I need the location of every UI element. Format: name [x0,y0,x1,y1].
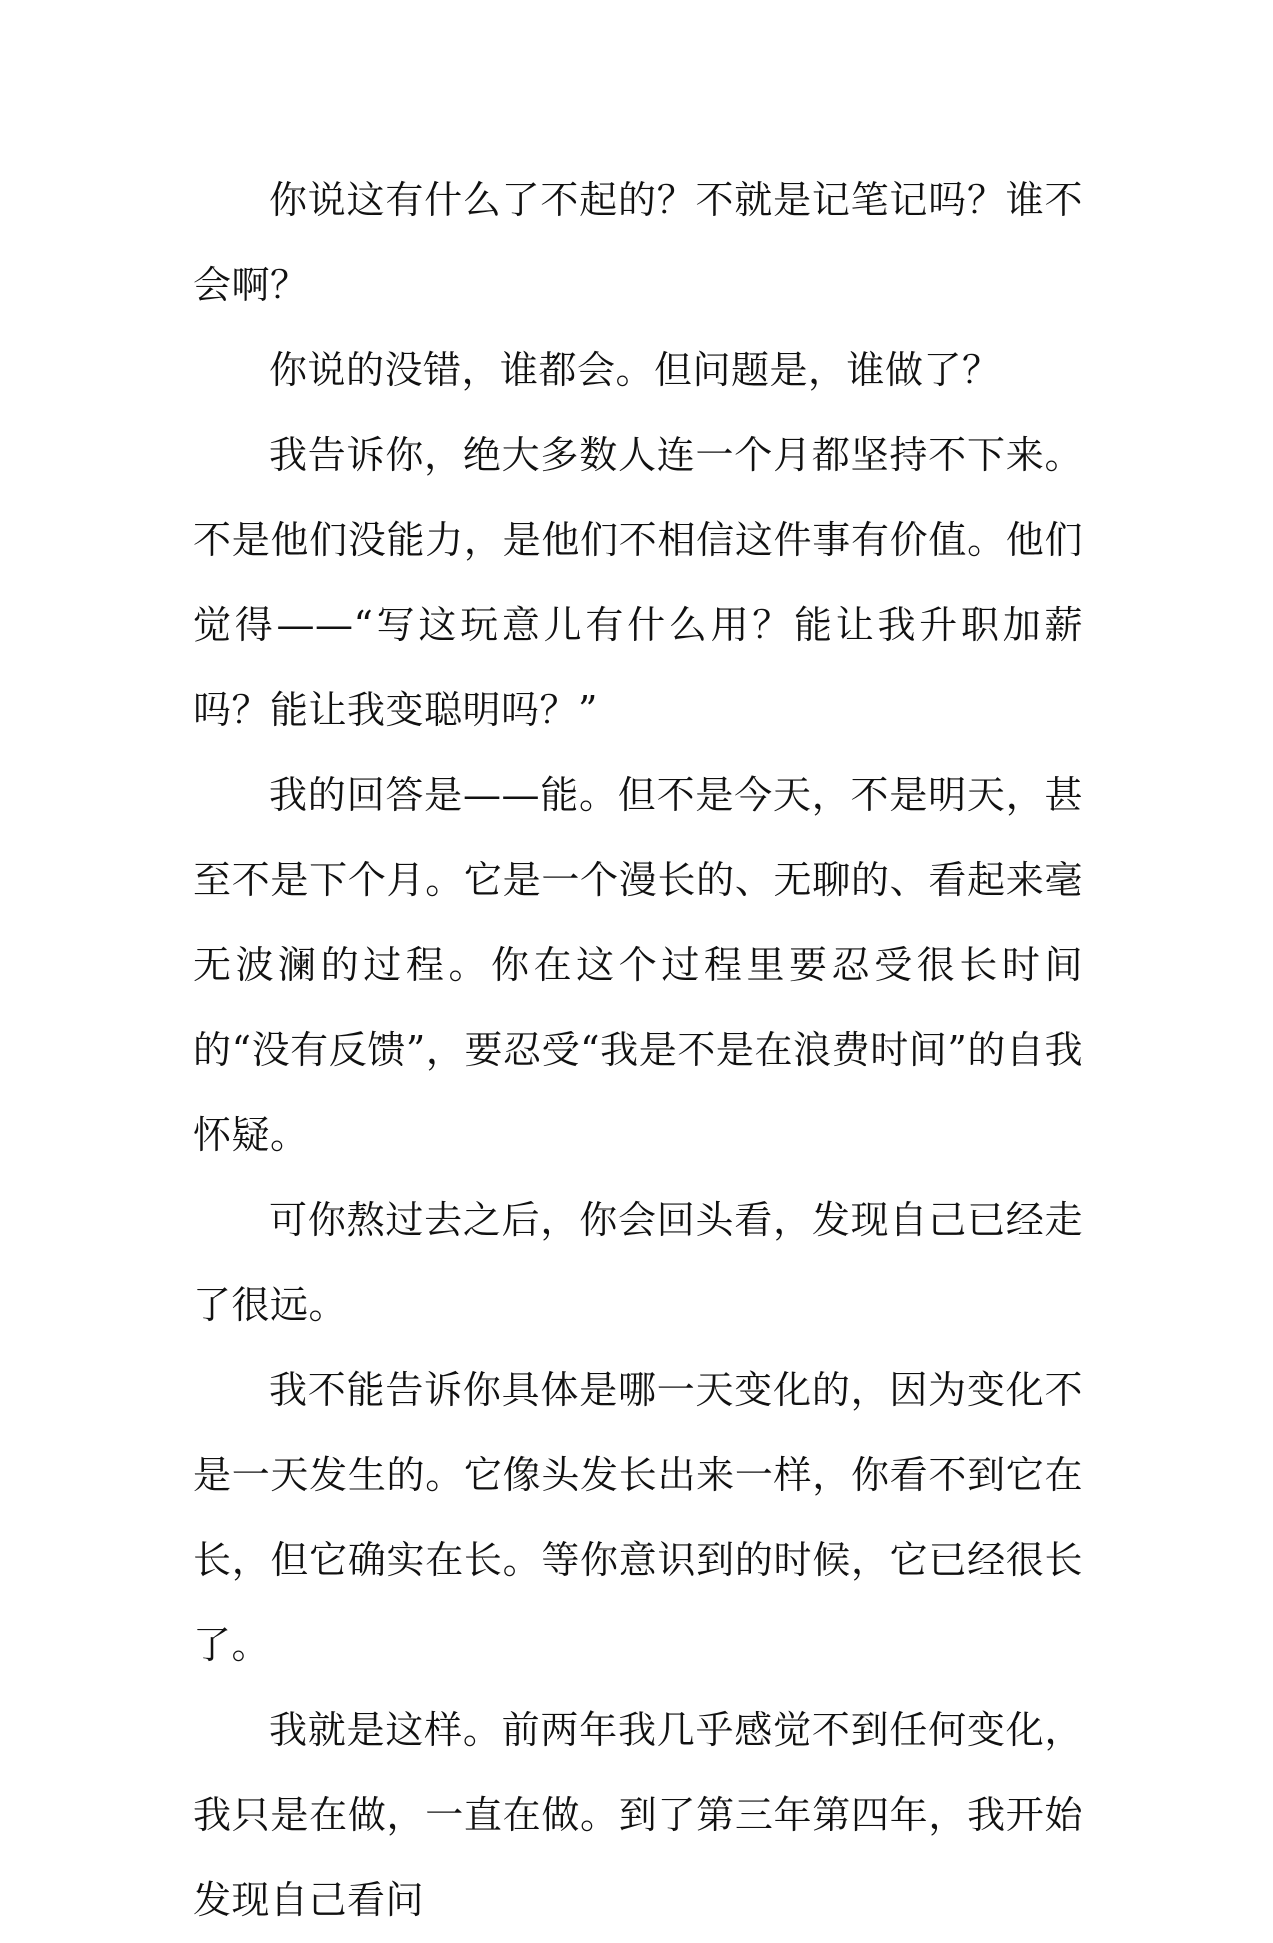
paragraph-5: 可你熬过去之后，你会回头看，发现自己已经走了很远。 [193,1198,1083,1327]
paragraph-3: 我告诉你，绝大多数人连一个月都坚持不下来。不是他们没能力，是他们不相信这件事有价值。他们觉得——“写这玩意儿有什么用？能让我升职加薪吗？能让我变聪明吗？” [193,433,1083,732]
body-text [193,158,1083,1943]
paragraph-6: 我不能告诉你具体是哪一天变化的，因为变化不是一天发生的。它像头发长出来一样，你看不到它在长，但它确实在长。等你意识到的时候，它已经很长了。 [193,1368,1083,1667]
paragraph-7: 我就是这样。前两年我几乎感觉不到任何变化，我只是在做，一直在做。到了第三年第四年，我开始发现自己看问 [193,1708,1083,1922]
paragraph-4: 我的回答是——能。但不是今天，不是明天，甚至不是下个月。它是一个漫长的、无聊的、看起来毫无波澜的过程。你在这个过程里要忍受很长时间的“没有反馈”，要忍受“我是不是在浪费时间”的自我怀疑。 [193,773,1083,1157]
paragraph-2: 你说的没错，谁都会。但问题是，谁做了？ [269,348,1001,392]
paragraph-1: 你说这有什么了不起的？不就是记笔记吗？谁不会啊？ [193,178,1083,307]
